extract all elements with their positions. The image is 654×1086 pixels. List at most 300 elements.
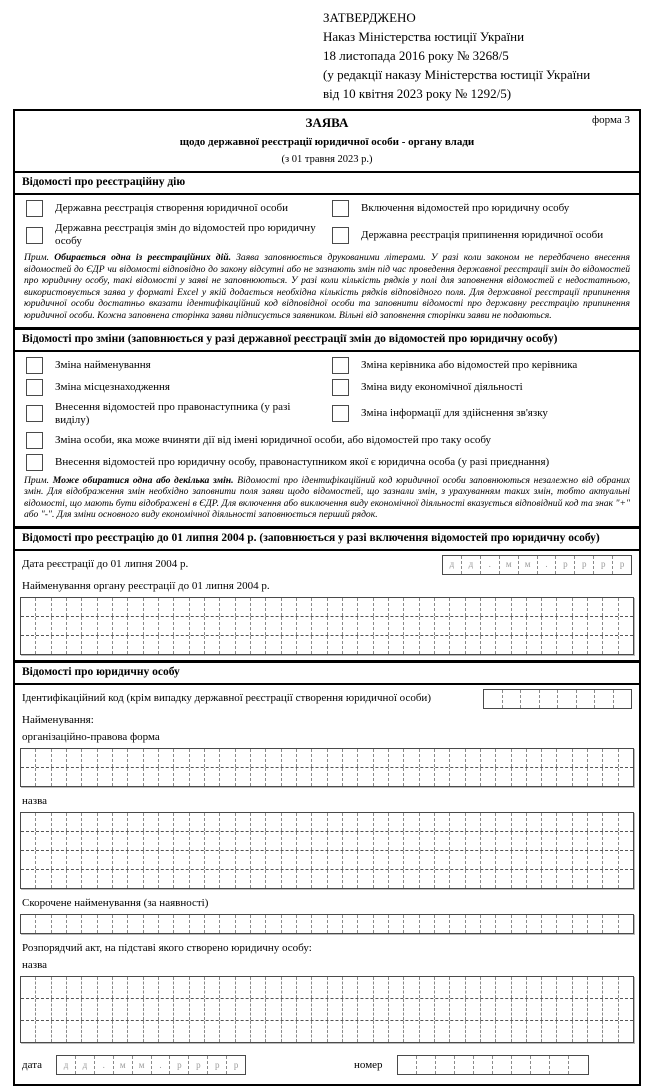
char-cell[interactable] — [312, 977, 327, 998]
char-cell[interactable] — [159, 870, 174, 888]
char-cell[interactable] — [174, 813, 189, 831]
char-cell[interactable] — [512, 813, 527, 831]
char-cell[interactable] — [542, 832, 557, 850]
char-cell[interactable] — [573, 851, 588, 869]
char-cell[interactable] — [52, 598, 67, 616]
char-cell[interactable] — [542, 915, 557, 933]
checkbox-row-name-change[interactable] — [21, 357, 327, 374]
char-cell[interactable] — [496, 851, 511, 869]
char-cell[interactable] — [205, 1021, 220, 1042]
char-cell[interactable] — [614, 690, 632, 708]
char-cell[interactable] — [328, 1021, 343, 1042]
char-cell[interactable] — [82, 851, 97, 869]
char-cell[interactable] — [297, 768, 312, 786]
char-cell[interactable]: р — [556, 556, 575, 574]
char-cell[interactable] — [52, 749, 67, 767]
char-cell[interactable] — [328, 636, 343, 654]
char-cell[interactable] — [128, 915, 143, 933]
char-cell[interactable] — [236, 915, 251, 933]
char-cell[interactable] — [527, 832, 542, 850]
char-cell[interactable] — [52, 999, 67, 1020]
entity-act-date-input[interactable] — [56, 1055, 246, 1075]
char-cell[interactable] — [619, 598, 633, 616]
char-cell[interactable] — [21, 768, 36, 786]
char-cell[interactable] — [358, 813, 373, 831]
char-cell[interactable] — [358, 851, 373, 869]
char-cell[interactable] — [52, 1021, 67, 1042]
char-cell[interactable] — [113, 636, 128, 654]
char-cell[interactable] — [527, 598, 542, 616]
char-cell[interactable] — [619, 851, 633, 869]
char-cell[interactable] — [251, 617, 266, 635]
char-cell[interactable] — [67, 598, 82, 616]
char-cell[interactable] — [619, 768, 633, 786]
char-cell[interactable] — [343, 915, 358, 933]
char-cell[interactable] — [52, 915, 67, 933]
char-cell[interactable] — [205, 832, 220, 850]
char-cell[interactable] — [389, 598, 404, 616]
char-cell[interactable] — [144, 636, 159, 654]
char-cell[interactable] — [474, 1056, 493, 1074]
char-cell[interactable] — [82, 768, 97, 786]
char-cell[interactable] — [128, 636, 143, 654]
char-cell[interactable] — [358, 999, 373, 1020]
char-cell[interactable] — [542, 768, 557, 786]
char-cell[interactable]: д — [76, 1056, 95, 1074]
char-cell[interactable] — [481, 617, 496, 635]
char-cell[interactable] — [496, 870, 511, 888]
char-cell[interactable] — [113, 851, 128, 869]
char-cell[interactable] — [420, 636, 435, 654]
char-cell[interactable] — [450, 832, 465, 850]
char-cell[interactable] — [236, 999, 251, 1020]
char-cell[interactable] — [512, 598, 527, 616]
char-cell[interactable] — [389, 617, 404, 635]
char-cell[interactable] — [435, 617, 450, 635]
char-cell[interactable]: д — [443, 556, 462, 574]
char-cell[interactable] — [531, 1056, 550, 1074]
char-cell[interactable] — [527, 768, 542, 786]
char-cell[interactable] — [550, 1056, 569, 1074]
char-cell[interactable] — [98, 851, 113, 869]
char-cell[interactable] — [159, 832, 174, 850]
char-cell[interactable] — [435, 977, 450, 998]
char-cell[interactable] — [435, 999, 450, 1020]
char-cell[interactable] — [484, 690, 503, 708]
char-cell[interactable] — [527, 749, 542, 767]
char-cell[interactable] — [619, 832, 633, 850]
checkbox-row-authorized-person[interactable] — [21, 432, 633, 449]
char-cell[interactable] — [435, 1021, 450, 1042]
char-cell[interactable] — [67, 870, 82, 888]
char-cell[interactable] — [236, 617, 251, 635]
char-cell[interactable] — [588, 636, 603, 654]
char-cell[interactable] — [205, 749, 220, 767]
char-cell[interactable] — [542, 851, 557, 869]
char-cell[interactable] — [512, 636, 527, 654]
char-cell[interactable] — [21, 915, 36, 933]
checkbox[interactable] — [26, 357, 43, 374]
char-cell[interactable] — [343, 636, 358, 654]
char-cell[interactable] — [297, 851, 312, 869]
char-cell[interactable] — [512, 851, 527, 869]
char-cell[interactable] — [236, 749, 251, 767]
char-cell[interactable] — [389, 851, 404, 869]
char-cell[interactable] — [251, 768, 266, 786]
char-cell[interactable] — [36, 813, 51, 831]
char-cell[interactable] — [588, 1021, 603, 1042]
char-cell[interactable] — [573, 915, 588, 933]
char-cell[interactable] — [496, 832, 511, 850]
char-cell[interactable] — [374, 1021, 389, 1042]
char-cell[interactable] — [312, 1021, 327, 1042]
char-cell[interactable] — [82, 999, 97, 1020]
char-cell[interactable] — [481, 977, 496, 998]
char-cell[interactable] — [374, 851, 389, 869]
char-cell[interactable] — [312, 999, 327, 1020]
char-cell[interactable]: р — [594, 556, 613, 574]
char-cell[interactable] — [220, 1021, 235, 1042]
char-cell[interactable] — [98, 870, 113, 888]
char-cell[interactable] — [619, 636, 633, 654]
char-cell[interactable] — [282, 977, 297, 998]
char-cell[interactable] — [435, 598, 450, 616]
char-cell[interactable] — [603, 617, 618, 635]
char-cell[interactable] — [603, 977, 618, 998]
char-cell[interactable] — [128, 813, 143, 831]
char-cell[interactable] — [98, 999, 113, 1020]
char-cell[interactable] — [205, 768, 220, 786]
char-cell[interactable] — [557, 768, 572, 786]
char-cell[interactable] — [619, 1021, 633, 1042]
char-cell[interactable] — [190, 749, 205, 767]
char-cell[interactable] — [159, 851, 174, 869]
char-cell[interactable] — [420, 1021, 435, 1042]
checkbox[interactable] — [26, 379, 43, 396]
char-cell[interactable] — [450, 636, 465, 654]
char-cell[interactable] — [159, 768, 174, 786]
char-cell[interactable] — [21, 977, 36, 998]
char-cell[interactable] — [343, 598, 358, 616]
char-cell[interactable] — [266, 870, 281, 888]
char-cell[interactable] — [266, 832, 281, 850]
char-cell[interactable] — [220, 813, 235, 831]
char-cell[interactable] — [573, 749, 588, 767]
char-cell[interactable] — [128, 598, 143, 616]
char-cell[interactable] — [358, 636, 373, 654]
char-cell[interactable] — [588, 915, 603, 933]
char-cell[interactable] — [67, 749, 82, 767]
checkbox-row-merger-info[interactable] — [21, 454, 633, 471]
char-cell[interactable] — [496, 768, 511, 786]
char-cell[interactable] — [573, 977, 588, 998]
char-cell[interactable] — [557, 617, 572, 635]
char-cell[interactable] — [220, 768, 235, 786]
char-cell[interactable] — [328, 832, 343, 850]
char-cell[interactable] — [512, 768, 527, 786]
char-cell[interactable] — [36, 851, 51, 869]
checkbox-row-termination[interactable] — [327, 222, 633, 248]
char-cell[interactable] — [251, 832, 266, 850]
char-cell[interactable] — [404, 870, 419, 888]
char-cell[interactable] — [36, 768, 51, 786]
char-cell[interactable] — [343, 832, 358, 850]
char-cell[interactable] — [619, 977, 633, 998]
char-cell[interactable] — [113, 617, 128, 635]
char-cell[interactable] — [266, 915, 281, 933]
char-cell[interactable] — [358, 832, 373, 850]
char-cell[interactable] — [297, 598, 312, 616]
char-cell[interactable] — [236, 870, 251, 888]
char-cell[interactable] — [588, 851, 603, 869]
char-cell[interactable] — [481, 915, 496, 933]
char-cell[interactable] — [205, 813, 220, 831]
char-cell[interactable] — [113, 813, 128, 831]
char-cell[interactable] — [527, 813, 542, 831]
char-cell[interactable] — [205, 636, 220, 654]
char-cell[interactable] — [404, 636, 419, 654]
char-cell[interactable] — [98, 636, 113, 654]
char-cell[interactable] — [404, 851, 419, 869]
char-cell[interactable] — [21, 749, 36, 767]
checkbox-row-contact-change[interactable] — [327, 401, 633, 427]
char-cell[interactable] — [205, 999, 220, 1020]
char-cell[interactable] — [282, 749, 297, 767]
char-cell[interactable] — [36, 977, 51, 998]
char-cell[interactable] — [389, 977, 404, 998]
char-cell[interactable] — [358, 977, 373, 998]
char-cell[interactable] — [98, 749, 113, 767]
char-cell[interactable] — [466, 915, 481, 933]
char-cell[interactable] — [220, 832, 235, 850]
char-cell[interactable] — [404, 977, 419, 998]
char-cell[interactable] — [435, 749, 450, 767]
char-cell[interactable] — [450, 870, 465, 888]
char-cell[interactable] — [569, 1056, 587, 1074]
char-cell[interactable] — [343, 768, 358, 786]
char-cell[interactable] — [159, 1021, 174, 1042]
char-cell[interactable] — [374, 749, 389, 767]
char-cell[interactable] — [420, 813, 435, 831]
checkbox[interactable] — [26, 432, 43, 449]
char-cell[interactable] — [503, 690, 522, 708]
checkbox-row-changes[interactable] — [21, 222, 327, 248]
char-cell[interactable] — [328, 617, 343, 635]
char-cell[interactable] — [266, 977, 281, 998]
char-cell[interactable] — [481, 749, 496, 767]
char-cell[interactable] — [312, 851, 327, 869]
char-cell[interactable] — [389, 768, 404, 786]
char-cell[interactable] — [466, 1021, 481, 1042]
char-cell[interactable] — [36, 598, 51, 616]
char-cell[interactable] — [619, 813, 633, 831]
char-cell[interactable] — [113, 598, 128, 616]
char-cell[interactable] — [358, 617, 373, 635]
char-cell[interactable] — [128, 977, 143, 998]
char-cell[interactable] — [358, 768, 373, 786]
char-cell[interactable] — [98, 617, 113, 635]
char-cell[interactable] — [389, 636, 404, 654]
char-cell[interactable] — [236, 1021, 251, 1042]
checkbox-row-creation[interactable] — [21, 200, 327, 217]
char-cell[interactable] — [496, 636, 511, 654]
char-cell[interactable] — [328, 915, 343, 933]
char-cell[interactable] — [588, 813, 603, 831]
char-cell[interactable] — [98, 915, 113, 933]
char-cell[interactable] — [159, 749, 174, 767]
char-cell[interactable] — [36, 1021, 51, 1042]
char-cell[interactable] — [358, 870, 373, 888]
char-cell[interactable] — [174, 768, 189, 786]
char-cell[interactable] — [527, 870, 542, 888]
char-cell[interactable] — [128, 870, 143, 888]
char-cell[interactable] — [297, 915, 312, 933]
char-cell[interactable] — [282, 636, 297, 654]
char-cell[interactable] — [98, 598, 113, 616]
char-cell[interactable] — [266, 999, 281, 1020]
char-cell[interactable] — [113, 832, 128, 850]
entity-name-input[interactable] — [20, 812, 634, 889]
char-cell[interactable] — [328, 768, 343, 786]
char-cell[interactable]: м — [114, 1056, 133, 1074]
char-cell[interactable] — [328, 999, 343, 1020]
checkbox[interactable] — [332, 200, 349, 217]
char-cell[interactable] — [435, 768, 450, 786]
char-cell[interactable] — [512, 1056, 531, 1074]
char-cell[interactable]: р — [208, 1056, 227, 1074]
char-cell[interactable] — [67, 915, 82, 933]
checkbox[interactable] — [26, 405, 43, 422]
char-cell[interactable] — [52, 813, 67, 831]
char-cell[interactable] — [82, 977, 97, 998]
char-cell[interactable] — [220, 999, 235, 1020]
char-cell[interactable] — [82, 1021, 97, 1042]
char-cell[interactable] — [481, 768, 496, 786]
char-cell[interactable] — [358, 749, 373, 767]
char-cell[interactable] — [404, 915, 419, 933]
char-cell[interactable] — [374, 977, 389, 998]
char-cell[interactable] — [420, 999, 435, 1020]
char-cell[interactable] — [21, 636, 36, 654]
char-cell[interactable] — [435, 636, 450, 654]
char-cell[interactable] — [113, 749, 128, 767]
char-cell[interactable] — [36, 749, 51, 767]
char-cell[interactable] — [174, 977, 189, 998]
char-cell[interactable] — [312, 832, 327, 850]
char-cell[interactable] — [603, 749, 618, 767]
char-cell[interactable] — [527, 851, 542, 869]
char-cell[interactable] — [619, 999, 633, 1020]
char-cell[interactable] — [450, 617, 465, 635]
char-cell[interactable] — [159, 915, 174, 933]
char-cell[interactable] — [312, 870, 327, 888]
entity-short-name-input[interactable] — [20, 914, 634, 934]
char-cell[interactable] — [588, 977, 603, 998]
char-cell[interactable] — [113, 768, 128, 786]
char-cell[interactable] — [174, 617, 189, 635]
char-cell[interactable] — [251, 813, 266, 831]
char-cell[interactable] — [251, 749, 266, 767]
char-cell[interactable] — [481, 1021, 496, 1042]
char-cell[interactable] — [312, 636, 327, 654]
char-cell[interactable] — [420, 915, 435, 933]
char-cell[interactable] — [174, 999, 189, 1020]
char-cell[interactable] — [588, 832, 603, 850]
char-cell[interactable] — [190, 915, 205, 933]
char-cell[interactable] — [466, 851, 481, 869]
char-cell[interactable] — [251, 851, 266, 869]
char-cell[interactable] — [603, 870, 618, 888]
char-cell[interactable] — [190, 636, 205, 654]
char-cell[interactable]: р — [233, 1059, 239, 1070]
char-cell[interactable] — [493, 1056, 512, 1074]
char-cell[interactable] — [450, 813, 465, 831]
char-cell[interactable] — [343, 999, 358, 1020]
char-cell[interactable] — [52, 977, 67, 998]
char-cell[interactable] — [297, 749, 312, 767]
char-cell[interactable] — [113, 999, 128, 1020]
char-cell[interactable] — [450, 915, 465, 933]
char-cell[interactable] — [82, 813, 97, 831]
char-cell[interactable] — [496, 999, 511, 1020]
char-cell[interactable] — [619, 915, 633, 933]
char-cell[interactable] — [205, 977, 220, 998]
char-cell[interactable] — [481, 851, 496, 869]
char-cell[interactable] — [420, 617, 435, 635]
char-cell[interactable] — [52, 617, 67, 635]
char-cell[interactable] — [67, 768, 82, 786]
char-cell[interactable] — [588, 999, 603, 1020]
char-cell[interactable] — [67, 636, 82, 654]
char-cell[interactable] — [82, 749, 97, 767]
char-cell[interactable] — [67, 617, 82, 635]
char-cell[interactable] — [312, 617, 327, 635]
char-cell[interactable] — [328, 749, 343, 767]
char-cell[interactable] — [542, 749, 557, 767]
char-cell[interactable] — [220, 851, 235, 869]
checkbox[interactable] — [26, 200, 43, 217]
char-cell[interactable] — [236, 977, 251, 998]
char-cell[interactable] — [21, 999, 36, 1020]
char-cell[interactable] — [343, 617, 358, 635]
char-cell[interactable] — [450, 999, 465, 1020]
char-cell[interactable] — [282, 768, 297, 786]
char-cell[interactable] — [435, 915, 450, 933]
char-cell[interactable] — [374, 870, 389, 888]
char-cell[interactable]: д — [462, 556, 481, 574]
checkbox-row-successor[interactable] — [21, 401, 327, 427]
char-cell[interactable] — [52, 768, 67, 786]
char-cell[interactable] — [450, 851, 465, 869]
char-cell[interactable] — [52, 832, 67, 850]
char-cell[interactable] — [128, 851, 143, 869]
char-cell[interactable] — [542, 870, 557, 888]
char-cell[interactable] — [389, 915, 404, 933]
char-cell[interactable] — [481, 636, 496, 654]
char-cell[interactable] — [21, 832, 36, 850]
char-cell[interactable] — [358, 915, 373, 933]
char-cell[interactable] — [144, 768, 159, 786]
char-cell[interactable] — [236, 813, 251, 831]
char-cell[interactable] — [374, 768, 389, 786]
char-cell[interactable] — [312, 749, 327, 767]
char-cell[interactable] — [282, 598, 297, 616]
char-cell[interactable] — [174, 636, 189, 654]
char-cell[interactable] — [174, 915, 189, 933]
char-cell[interactable] — [374, 598, 389, 616]
char-cell[interactable] — [236, 768, 251, 786]
char-cell[interactable] — [343, 851, 358, 869]
